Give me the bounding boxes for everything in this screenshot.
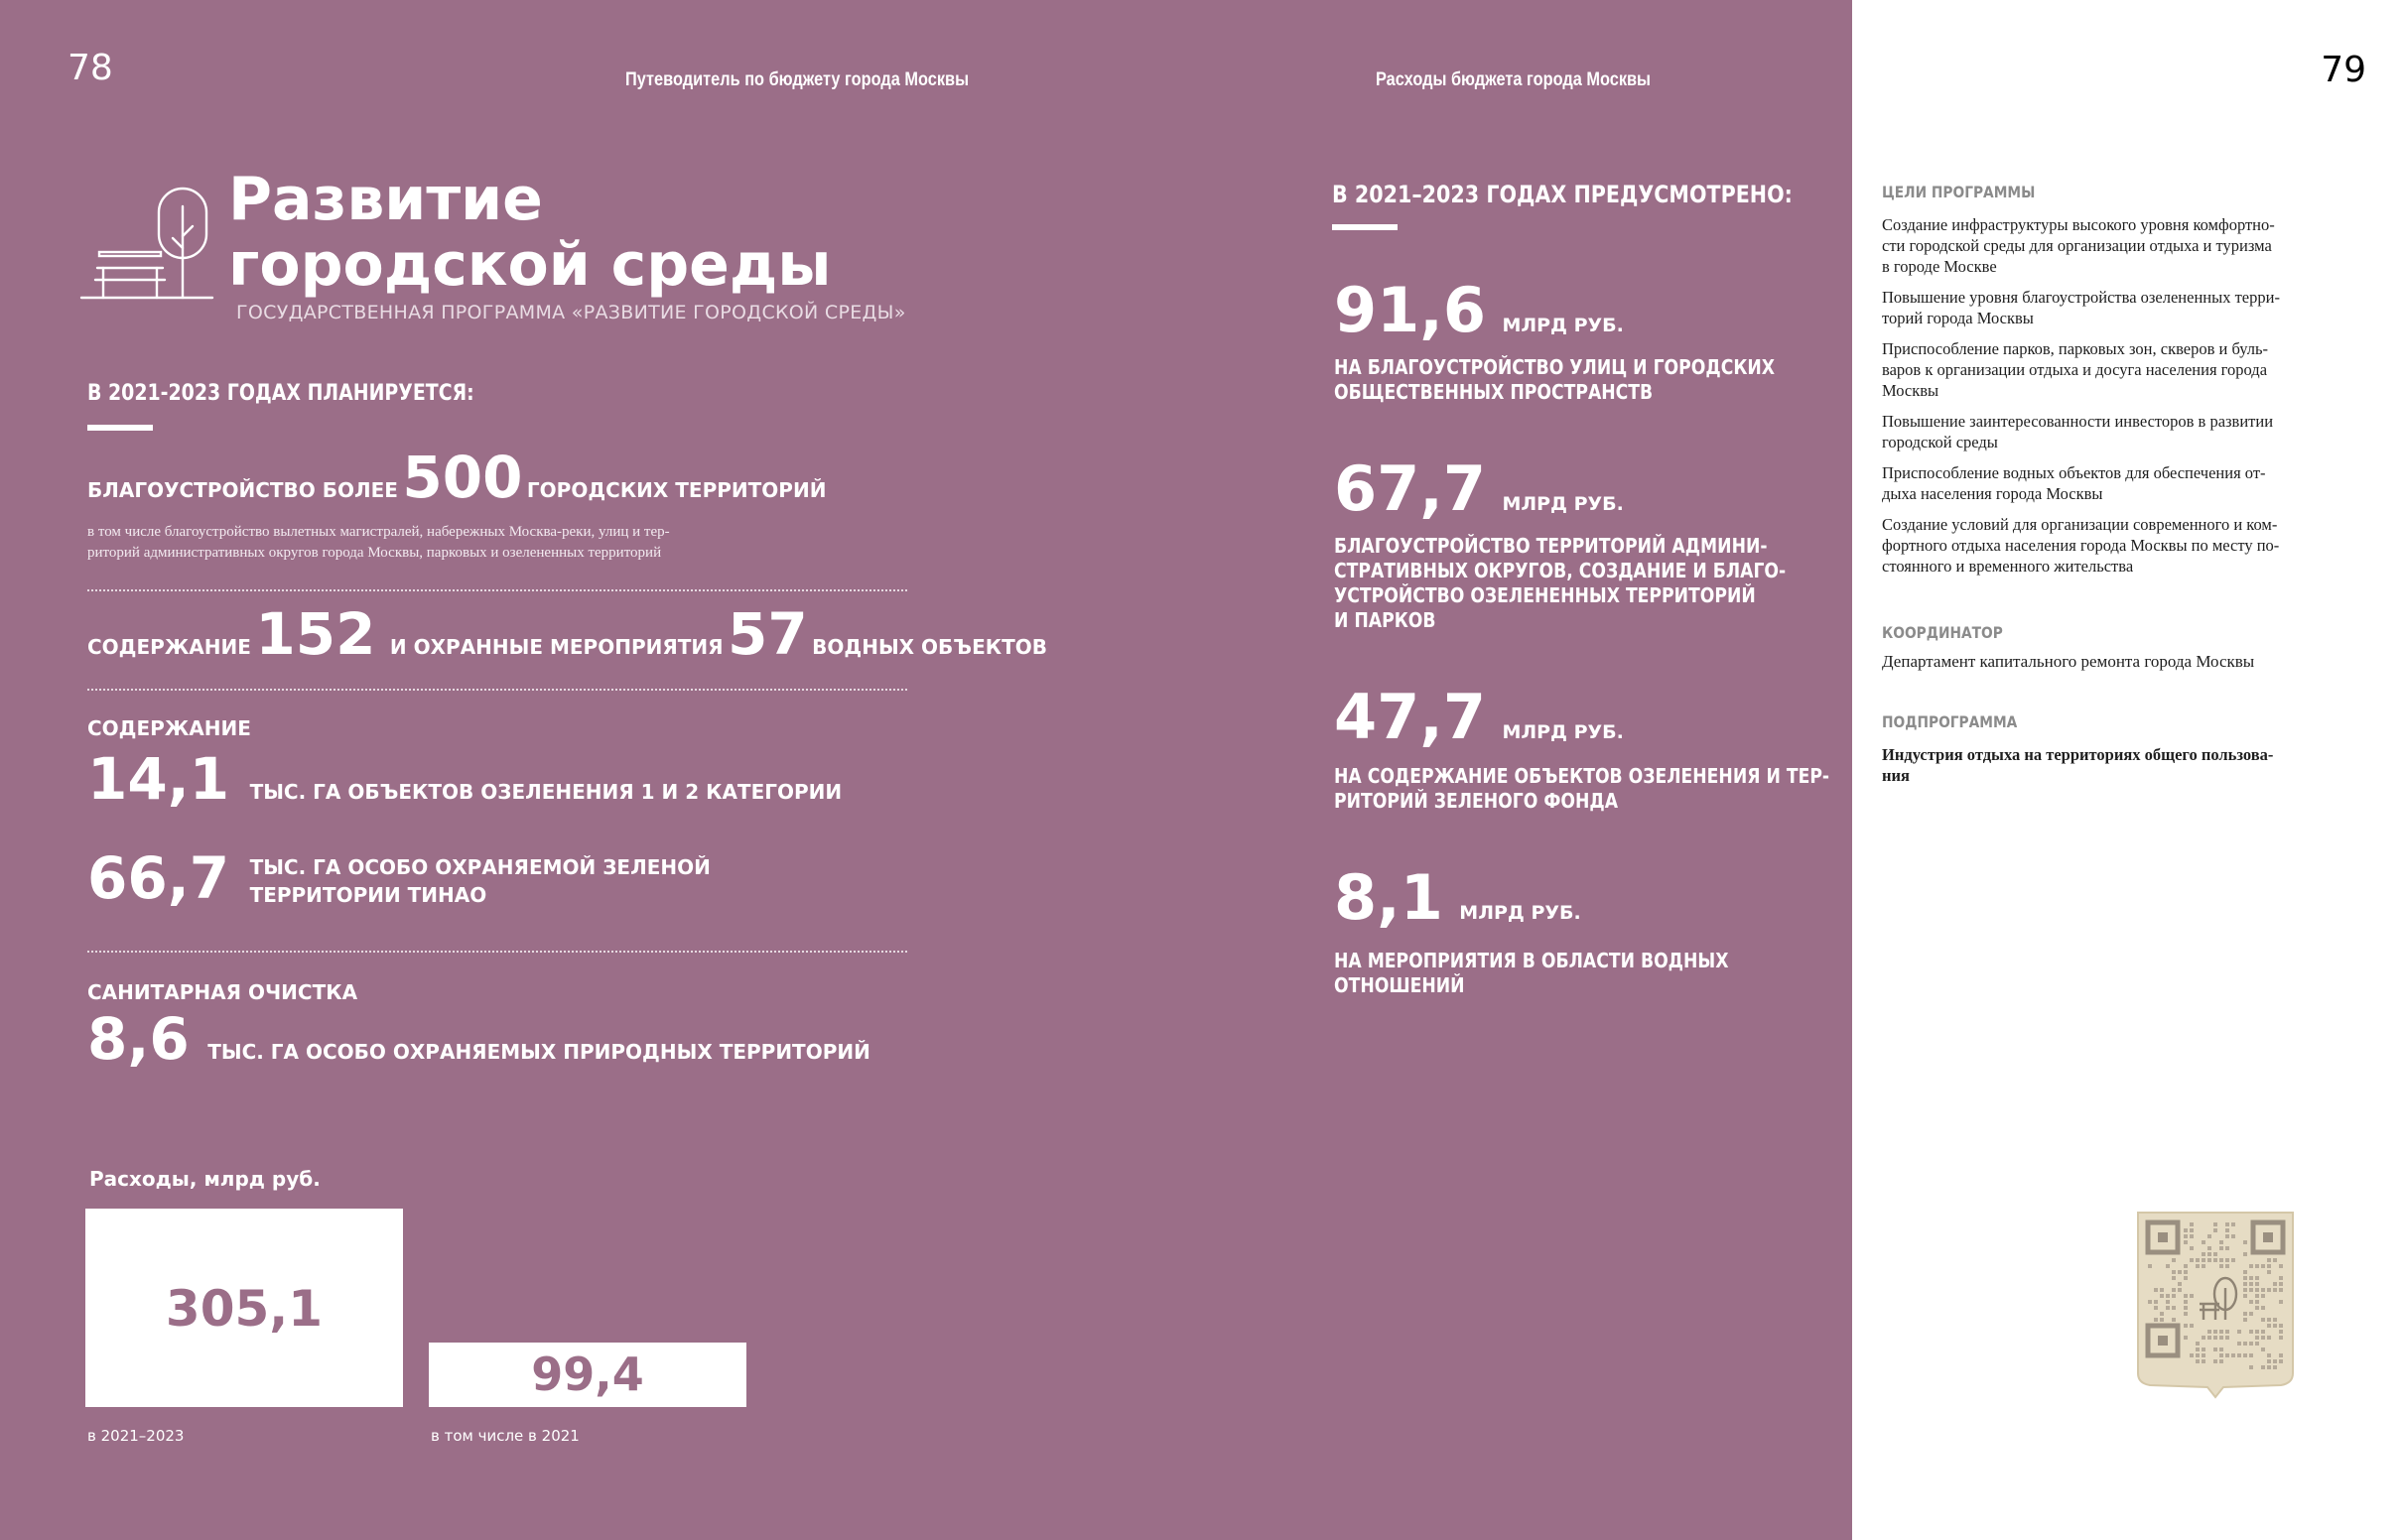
provided-heading-text: В 2021–2023 ГОДАХ ПРЕДУСМОТРЕНО: bbox=[1332, 181, 1793, 208]
spending-desc-line: ОБЩЕСТВЕННЫХ ПРОСТРАНСТВ bbox=[1334, 380, 1654, 404]
park-bench-tree-icon bbox=[77, 185, 216, 304]
improvement-note-line: риторий административных округов города Москвы, парковых и озелененных территорий bbox=[87, 545, 662, 561]
goal-line: Создание инфраструктуры высокого уровня комфортно- bbox=[1882, 215, 2275, 234]
running-head-center-text: Расходы бюджета города Москвы bbox=[1376, 69, 1652, 90]
improvement-suffix: ГОРОДСКИХ ТЕРРИТОРИЙ bbox=[526, 478, 827, 502]
spending-desc-line: ОТНОШЕНИЙ bbox=[1334, 973, 1465, 997]
coordinator-text: Департамент капитального ремонта города Москвы bbox=[1882, 652, 2255, 671]
improvement-number: 500 bbox=[402, 444, 523, 511]
spending-desc-line: УСТРОЙСТВО ОЗЕЛЕНЕННЫХ ТЕРРИТОРИЙ bbox=[1334, 583, 1756, 607]
goal-line: городской среды bbox=[1882, 433, 1998, 451]
planned-heading-text: В 2021-2023 ГОДАХ ПЛАНИРУЕТСЯ: bbox=[87, 381, 474, 406]
heading-underline bbox=[87, 425, 153, 431]
goal-line: дыха населения города Москвы bbox=[1882, 484, 2103, 503]
expense-bar-caption: в том числе в 2021 bbox=[431, 1427, 580, 1445]
goal-line: Создание условий для организации современного и ком- bbox=[1882, 515, 2278, 534]
goal-line: Приспособление водных объектов для обеспечения от- bbox=[1882, 463, 2266, 482]
spending-item-2 bbox=[1334, 452, 1624, 525]
program-info-page bbox=[1852, 0, 2404, 1524]
maintenance-row bbox=[87, 600, 1047, 668]
goal-line: Приспособление парков, парковых зон, скверов и буль- bbox=[1882, 339, 2269, 358]
goals-heading bbox=[1882, 183, 2060, 201]
spending-desc-2 bbox=[1334, 534, 1859, 633]
expenses-label: Расходы, млрд руб. bbox=[89, 1167, 321, 1191]
title-line-2: городской среды bbox=[228, 230, 832, 300]
water-objects-number: 57 bbox=[727, 600, 808, 668]
goal-item bbox=[1882, 462, 2378, 504]
goal-item bbox=[1882, 214, 2378, 277]
maintenance-heading: СОДЕРЖАНИЕ bbox=[87, 716, 251, 740]
planned-heading bbox=[87, 381, 537, 406]
sanitary-heading: САНИТАРНАЯ ОЧИСТКА bbox=[87, 980, 358, 1004]
spending-unit: МЛРД РУБ. bbox=[1502, 493, 1624, 515]
improvement-prefix: БЛАГОУСТРОЙСТВО БОЛЕЕ bbox=[87, 478, 398, 502]
subprogram-heading bbox=[1882, 712, 2040, 731]
improvement-note-line: в том числе благоустройство вылетных магистралей, набережных Москва-реки, улиц и тер- bbox=[87, 524, 670, 540]
spending-desc-line: И ПАРКОВ bbox=[1334, 608, 1436, 632]
maintenance-number: 152 bbox=[255, 600, 376, 668]
spending-value: 67,7 bbox=[1334, 452, 1486, 525]
goal-line: в городе Москве bbox=[1882, 257, 1997, 276]
running-head-center bbox=[1376, 69, 1695, 91]
running-head-left bbox=[625, 69, 1024, 91]
goals-list bbox=[1882, 214, 2378, 586]
goal-line: сти городской среды для организации отдыха и туризма bbox=[1882, 236, 2272, 255]
maintenance-label: СОДЕРЖАНИЕ bbox=[87, 635, 251, 659]
page-number-left: 78 bbox=[67, 48, 113, 88]
spending-desc-line: НА МЕРОПРИЯТИЯ В ОБЛАСТИ ВОДНЫХ bbox=[1334, 949, 1729, 972]
running-head-left-text: Путеводитель по бюджету города Москвы bbox=[625, 69, 970, 90]
spending-value: 8,1 bbox=[1334, 861, 1443, 934]
subprogram-line: ния bbox=[1882, 766, 1910, 785]
goal-line: стоянного и временного жительства bbox=[1882, 557, 2134, 576]
water-objects-label: ВОДНЫХ ОБЪЕКТОВ bbox=[812, 635, 1047, 659]
green-stat-2 bbox=[87, 844, 711, 912]
sanitary-number: 8,6 bbox=[87, 1005, 190, 1073]
spending-value: 91,6 bbox=[1334, 274, 1486, 346]
spending-desc-3 bbox=[1334, 764, 1910, 814]
spending-item-4 bbox=[1334, 861, 1581, 934]
spending-value: 47,7 bbox=[1334, 681, 1486, 753]
goal-line: Повышение заинтересованности инвесторов в развитии bbox=[1882, 412, 2274, 431]
spending-desc-line: РИТОРИЙ ЗЕЛЕНОГО ФОНДА bbox=[1334, 789, 1619, 813]
tree-icon bbox=[2194, 1278, 2239, 1324]
improvement-note bbox=[87, 522, 670, 564]
dotted-divider bbox=[87, 689, 907, 691]
coordinator-heading-text: КООРДИНАТОР bbox=[1882, 623, 2003, 642]
spending-desc-4 bbox=[1334, 949, 1793, 998]
subprogram-text bbox=[1882, 744, 2273, 786]
sanitary-text: ТЫС. ГА ОСОБО ОХРАНЯЕМЫХ ПРИРОДНЫХ ТЕРРИТОРИЙ bbox=[207, 1040, 870, 1064]
green-stat-number: 66,7 bbox=[87, 844, 230, 912]
improvement-row bbox=[87, 444, 827, 511]
spending-desc-line: НА БЛАГОУСТРОЙСТВО УЛИЦ И ГОРОДСКИХ bbox=[1334, 355, 1776, 379]
spending-unit: МЛРД РУБ. bbox=[1502, 315, 1624, 336]
heading-underline bbox=[1332, 224, 1398, 230]
goal-line: фортного отдыха населения города Москвы по месту по- bbox=[1882, 536, 2280, 555]
green-stat-number: 14,1 bbox=[87, 745, 230, 813]
subtitle: ГОСУДАРСТВЕННАЯ ПРОГРАММА «РАЗВИТИЕ ГОРОДСКОЙ СРЕДЫ» bbox=[236, 302, 906, 323]
goals-heading-text: ЦЕЛИ ПРОГРАММЫ bbox=[1882, 183, 2036, 201]
dotted-divider bbox=[87, 589, 907, 591]
spending-item-1 bbox=[1334, 274, 1624, 346]
subprogram-heading-text: ПОДПРОГРАММА bbox=[1882, 712, 2018, 731]
goal-item bbox=[1882, 287, 2378, 328]
spending-desc-line: БЛАГОУСТРОЙСТВО ТЕРРИТОРИЙ АДМИНИ- bbox=[1334, 534, 1768, 558]
sanitary-stat bbox=[87, 1005, 870, 1073]
goal-item bbox=[1882, 514, 2378, 577]
goal-item bbox=[1882, 338, 2378, 401]
green-stat-text-line: ТЕРРИТОРИИ ТИНАО bbox=[249, 883, 487, 907]
page-title bbox=[228, 167, 832, 298]
spending-unit: МЛРД РУБ. bbox=[1502, 721, 1624, 743]
spending-desc-1 bbox=[1334, 355, 1846, 405]
spending-desc-line: СТРАТИВНЫХ ОКРУГОВ, СОЗДАНИЕ И БЛАГО- bbox=[1334, 559, 1787, 582]
spending-item-3 bbox=[1334, 681, 1624, 753]
page-number-right: 79 bbox=[2321, 50, 2366, 90]
goal-line: Повышение уровня благоустройства озелененных терри- bbox=[1882, 288, 2280, 307]
dotted-divider bbox=[87, 951, 907, 953]
spending-desc-line: НА СОДЕРЖАНИЕ ОБЪЕКТОВ ОЗЕЛЕНЕНИЯ И ТЕР- bbox=[1334, 764, 1830, 788]
expense-bar-value: 305,1 bbox=[165, 1280, 324, 1338]
green-stat-text-line: ТЫС. ГА ОСОБО ОХРАНЯЕМОЙ ЗЕЛЕНОЙ bbox=[249, 855, 711, 879]
goal-line: Москвы bbox=[1882, 381, 1939, 400]
green-stat-1 bbox=[87, 745, 843, 813]
coordinator-heading bbox=[1882, 623, 2023, 642]
qr-code-icon[interactable] bbox=[2134, 1209, 2297, 1399]
goal-line: варов к организации отдыха и досуга населения города bbox=[1882, 360, 2268, 379]
goal-item bbox=[1882, 411, 2378, 452]
title-line-1: Развитие bbox=[228, 165, 543, 234]
provided-heading bbox=[1332, 181, 1867, 208]
spending-unit: МЛРД РУБ. bbox=[1459, 902, 1581, 924]
green-stat-text: ТЫС. ГА ОБЪЕКТОВ ОЗЕЛЕНЕНИЯ 1 И 2 КАТЕГОРИИ bbox=[249, 780, 843, 804]
expense-bar-value: 99,4 bbox=[531, 1347, 644, 1401]
protection-label: И ОХРАННЫЕ МЕРОПРИЯТИЯ bbox=[389, 635, 724, 659]
subprogram-line: Индустрия отдыха на территориях общего пользова- bbox=[1882, 745, 2274, 764]
green-stat-text bbox=[250, 855, 711, 907]
expense-bar-caption: в 2021–2023 bbox=[87, 1427, 185, 1445]
goal-line: торий города Москвы bbox=[1882, 309, 2034, 327]
